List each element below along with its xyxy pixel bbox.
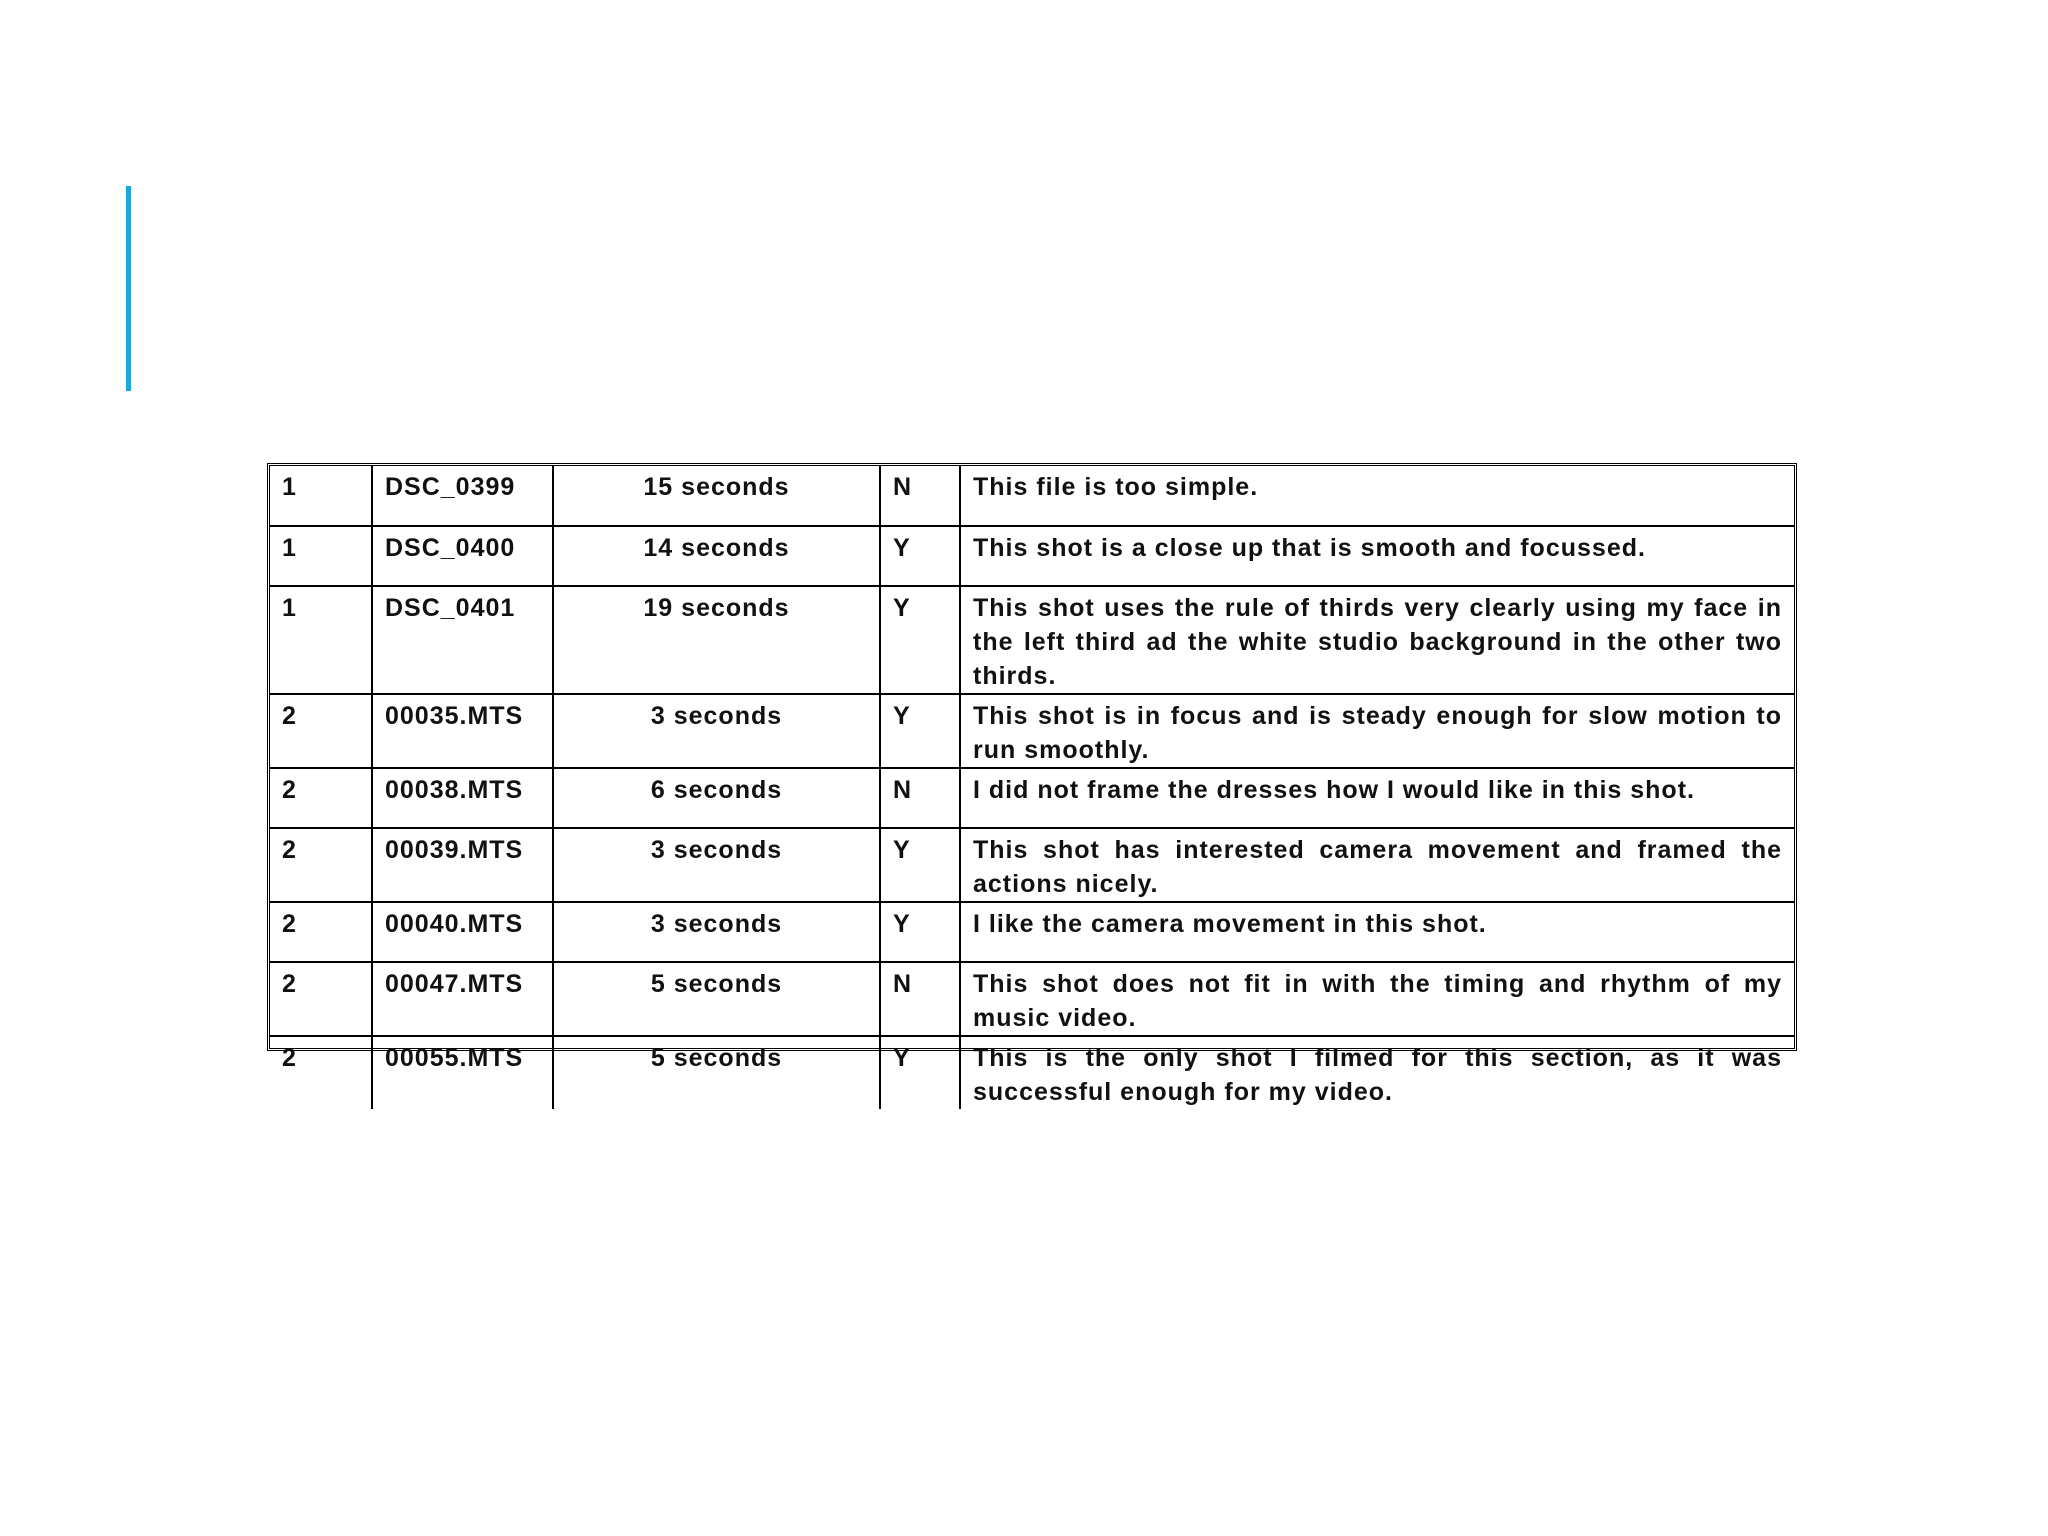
file-name-cell: 00055.MTS: [372, 1036, 553, 1109]
used-flag-cell: Y: [880, 1036, 960, 1109]
file-name-cell: 00038.MTS: [372, 768, 553, 828]
scene-cell: 2: [270, 828, 372, 902]
shot-log-table-frame: [267, 463, 1797, 1106]
table-row: [270, 768, 1794, 828]
comment-cell: This shot is a close up that is smooth and focussed.: [960, 526, 1794, 586]
duration-cell: 19 seconds: [553, 586, 880, 694]
table-row: [270, 828, 1794, 902]
used-flag-cell: Y: [880, 694, 960, 768]
shot-log-table: [270, 466, 1794, 1109]
file-name-cell: 00047.MTS: [372, 962, 553, 1036]
file-name-cell: 00035.MTS: [372, 694, 553, 768]
title-accent-bar: [126, 186, 131, 391]
scene-cell: 2: [270, 1036, 372, 1109]
table-row: [270, 466, 1794, 526]
duration-cell: 3 seconds: [553, 694, 880, 768]
comment-cell: This file is too simple.: [960, 466, 1794, 526]
comment-cell: This shot uses the rule of thirds very clearly using my face in the left third ad the white studio background in the other two thirds.: [960, 586, 1794, 694]
shot-log-body: [270, 466, 1794, 1109]
table-row: [270, 1036, 1794, 1109]
file-name-cell: DSC_0399: [372, 466, 553, 526]
duration-cell: 6 seconds: [553, 768, 880, 828]
duration-cell: 3 seconds: [553, 828, 880, 902]
comment-cell: This shot is in focus and is steady enough for slow motion to run smoothly.: [960, 694, 1794, 768]
file-name-cell: DSC_0401: [372, 586, 553, 694]
scene-cell: 2: [270, 962, 372, 1036]
table-row: [270, 586, 1794, 694]
comment-cell: This shot does not fit in with the timing and rhythm of my music video.: [960, 962, 1794, 1036]
scene-cell: 1: [270, 526, 372, 586]
comment-cell: This is the only shot I filmed for this section, as it was successful enough for my video.: [960, 1036, 1794, 1109]
used-flag-cell: Y: [880, 586, 960, 694]
table-row: [270, 962, 1794, 1036]
used-flag-cell: N: [880, 768, 960, 828]
comment-cell: I like the camera movement in this shot.: [960, 902, 1794, 962]
duration-cell: 14 seconds: [553, 526, 880, 586]
duration-cell: 15 seconds: [553, 466, 880, 526]
scene-cell: 2: [270, 694, 372, 768]
table-row: [270, 694, 1794, 768]
table-row: [270, 902, 1794, 962]
comment-cell: I did not frame the dresses how I would like in this shot.: [960, 768, 1794, 828]
duration-cell: 5 seconds: [553, 1036, 880, 1109]
table-row: [270, 526, 1794, 586]
scene-cell: 2: [270, 768, 372, 828]
scene-cell: 1: [270, 466, 372, 526]
file-name-cell: 00039.MTS: [372, 828, 553, 902]
used-flag-cell: N: [880, 962, 960, 1036]
used-flag-cell: N: [880, 466, 960, 526]
duration-cell: 3 seconds: [553, 902, 880, 962]
comment-cell: This shot has interested camera movement and framed the actions nicely.: [960, 828, 1794, 902]
duration-cell: 5 seconds: [553, 962, 880, 1036]
scene-cell: 1: [270, 586, 372, 694]
used-flag-cell: Y: [880, 902, 960, 962]
scene-cell: 2: [270, 902, 372, 962]
file-name-cell: 00040.MTS: [372, 902, 553, 962]
file-name-cell: DSC_0400: [372, 526, 553, 586]
used-flag-cell: Y: [880, 526, 960, 586]
used-flag-cell: Y: [880, 828, 960, 902]
